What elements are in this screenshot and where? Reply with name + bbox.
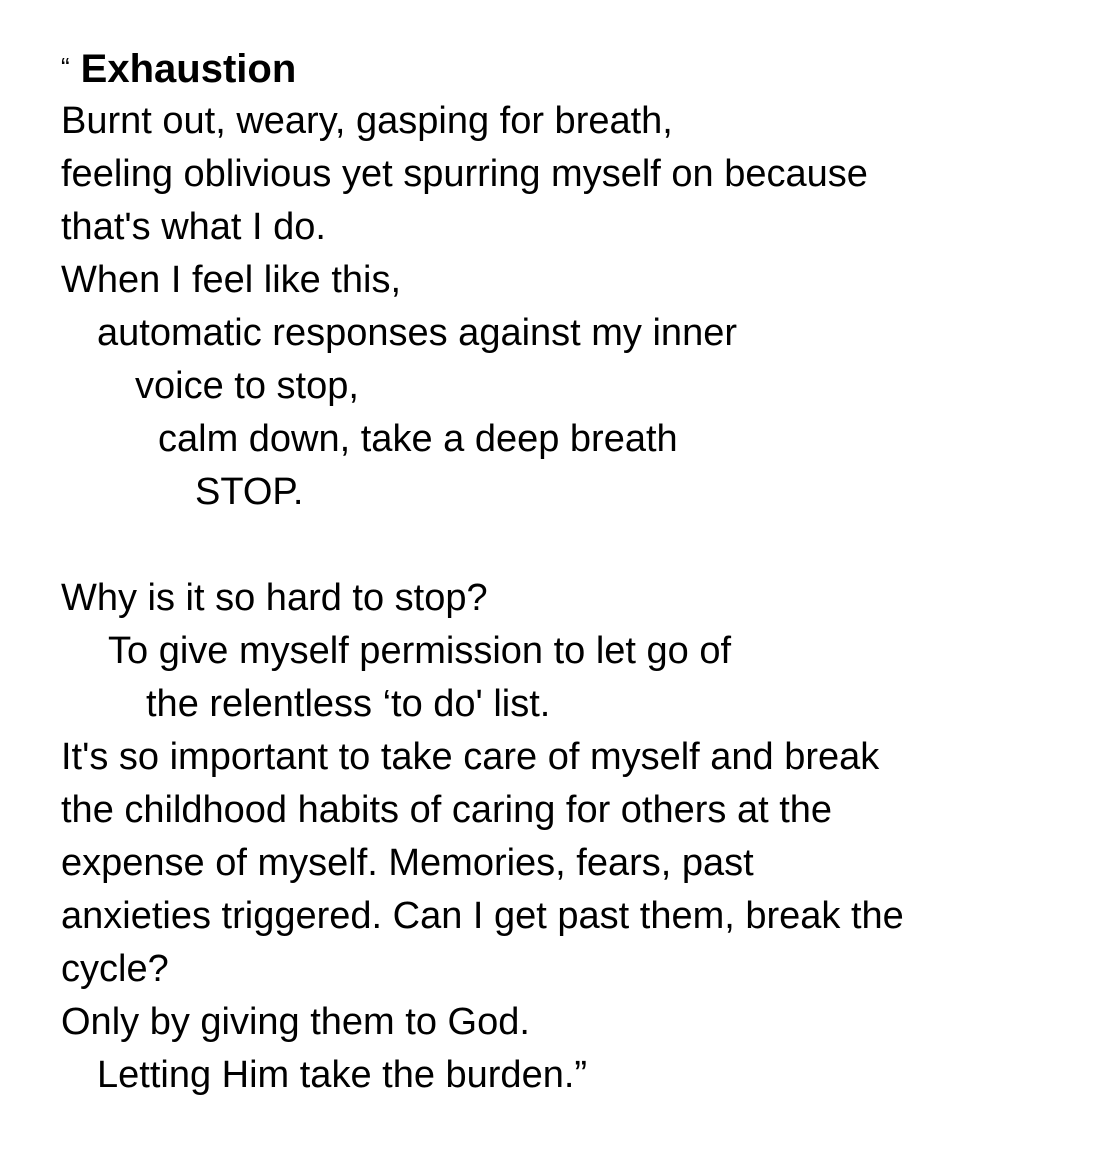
- poem-line: It's so important to take care of myself and break: [61, 736, 880, 778]
- poem-text: [61, 40, 1101, 1102]
- poem-line: anxieties triggered. Can I get past them, break the: [61, 895, 904, 937]
- poem-line: calm down, take a deep breath: [158, 418, 678, 460]
- open-quote-mark: “: [61, 52, 70, 82]
- poem-blank-line: [61, 519, 1101, 572]
- poem-line: cycle?: [61, 948, 169, 990]
- poem-line: Why is it so hard to stop?: [61, 577, 488, 619]
- poem-line: Burnt out, weary, gasping for breath,: [61, 100, 673, 142]
- poem-line: voice to stop,: [135, 365, 359, 407]
- poem-line: automatic responses against my inner: [97, 312, 737, 354]
- poem-line: the childhood habits of caring for others at the: [61, 789, 833, 831]
- poem-line: that's what I do.: [61, 206, 326, 248]
- poem-line: expense of myself. Memories, fears, past: [61, 842, 754, 884]
- poem-line: feeling oblivious yet spurring myself on because: [61, 153, 868, 195]
- poem-title: Exhaustion: [80, 47, 297, 91]
- poem-line: Only by giving them to God.: [61, 1001, 530, 1043]
- poem-line: the relentless ‘to do' list.: [146, 683, 551, 725]
- poem-line: To give myself permission to let go of: [108, 630, 732, 672]
- poem-title-line: [61, 40, 1101, 95]
- poem-line: When I feel like this,: [61, 259, 402, 301]
- poem-line: Letting Him take the burden.”: [97, 1054, 588, 1096]
- poem-line: STOP.: [195, 471, 304, 513]
